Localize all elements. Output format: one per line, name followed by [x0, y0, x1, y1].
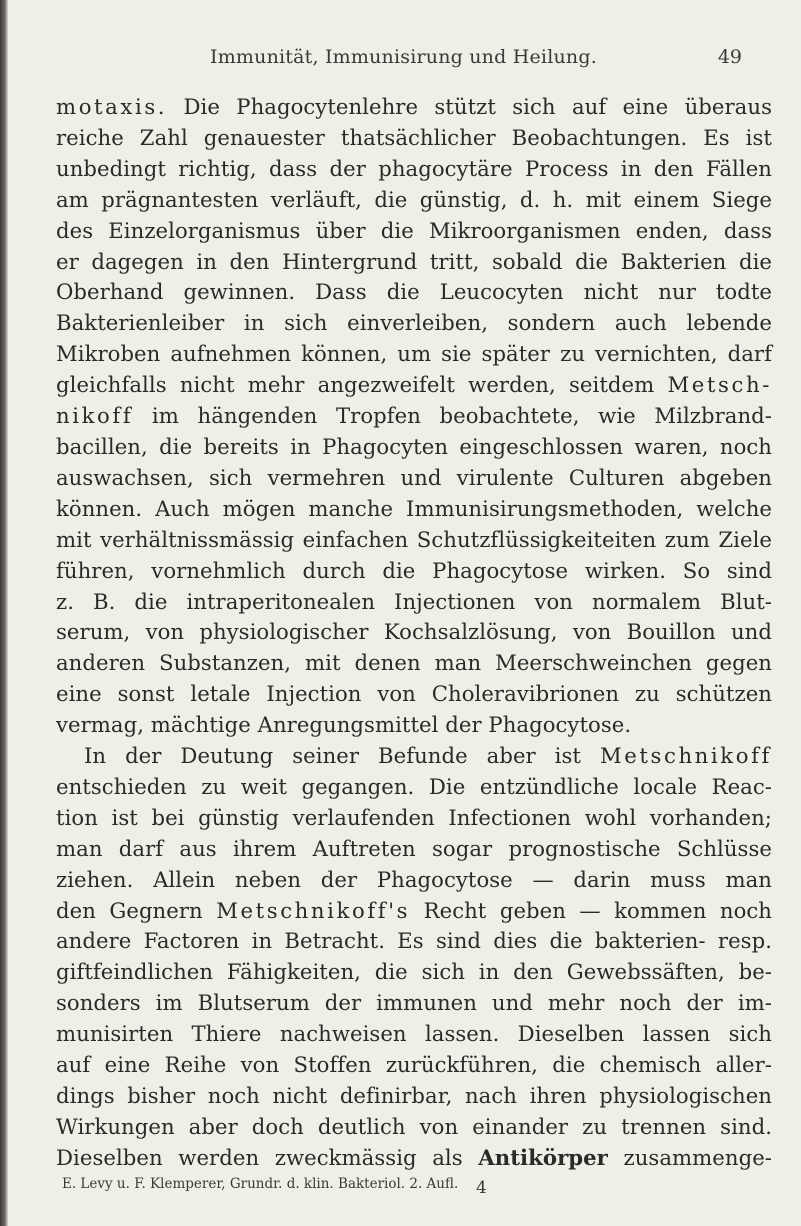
text-line [56, 834, 772, 865]
page-number: 49 [717, 46, 742, 68]
body-text [56, 92, 772, 1174]
text-line [56, 339, 772, 370]
text-segment: man darf aus ihrem Auftreten sogar prognostische Schlüsse [56, 835, 772, 861]
text-line [56, 926, 772, 957]
text-line [56, 988, 772, 1019]
text-line [56, 525, 772, 556]
text-segment: auf eine Reihe von Stoffen zurückführen, die chemisch aller- [56, 1052, 772, 1078]
spaced-name: nikoff [56, 403, 134, 429]
text-segment: z. B. die intraperitonealen Injectionen von normalem Blut- [56, 588, 772, 614]
text-line [56, 556, 772, 587]
text-segment: munisirten Thiere nachweisen lassen. Dieselben lassen sich [56, 1021, 772, 1047]
text-line [56, 710, 772, 741]
text-line [56, 772, 772, 803]
running-head [56, 46, 772, 72]
page-footer [56, 1176, 772, 1200]
book-page [56, 46, 772, 1200]
spaced-name: Metschnikoff's [216, 897, 411, 923]
text-segment: Oberhand gewinnen. Dass die Leucocyten nicht nur todte [56, 279, 772, 305]
text-segment: er dagegen in den Hintergrund tritt, sobald die Bakterien die [56, 248, 772, 274]
text-line [56, 1081, 772, 1112]
text-line [56, 494, 772, 525]
spaced-name: Metsch- [667, 372, 772, 398]
text-segment: den Gegnern [56, 897, 217, 923]
text-line [56, 370, 772, 401]
text-segment: am prägnantesten verläuft, die günstig, d. h. mit einem Siege [56, 186, 772, 212]
text-line [56, 277, 772, 308]
text-line [56, 154, 772, 185]
text-segment: führen, vornehmlich durch die Phagocytose wirken. So sind [56, 557, 772, 583]
text-line [56, 679, 772, 710]
text-segment: auswachsen, sich vermehren und virulente Culturen abgeben [56, 464, 772, 490]
text-segment: Mikroben aufnehmen können, um sie später zu vernichten, darf [56, 341, 772, 367]
text-segment: andere Factoren in Betracht. Es sind dies die bakterien- resp. [56, 928, 772, 954]
text-segment: Recht geben — kommen noch [410, 897, 772, 923]
text-segment: reiche Zahl genauester thatsächlicher Beobachtungen. Es ist [56, 124, 772, 150]
book-spine-edge [0, 0, 8, 1226]
text-segment: gleichfalls nicht mehr angezweifelt werden, seitdem [56, 372, 668, 398]
text-line [56, 865, 772, 896]
spaced-name: Metschnikoff [599, 743, 772, 769]
text-line [56, 308, 772, 339]
text-segment: serum, von physiologischer Kochsalzlösung, von Bouillon und [56, 619, 772, 645]
text-segment: eine sonst letale Injection von Choleravibrionen zu schützen [56, 681, 772, 707]
text-line [56, 957, 772, 988]
text-line [56, 1112, 772, 1143]
text-line [56, 92, 772, 123]
text-line [56, 247, 772, 278]
text-line [56, 896, 772, 927]
text-segment: tion ist bei günstig verlaufenden Infectionen wohl vorhanden; [56, 804, 772, 830]
text-segment: Bakterienleiber in sich einverleiben, sondern auch lebende [56, 310, 772, 336]
text-line [56, 401, 772, 432]
text-line [56, 741, 772, 772]
running-head-title: Immunität, Immunisirung und Heilung. [210, 46, 597, 68]
text-segment: bacillen, die bereits in Phagocyten eingeschlossen waren, noch [56, 433, 772, 459]
text-segment: unbedingt richtig, dass der phagocytäre Process in den Fällen [56, 155, 772, 181]
text-segment: Die Phagocytenlehre stützt sich auf eine überaus [167, 94, 772, 119]
text-segment: In der Deutung seiner Befunde aber ist [84, 743, 600, 769]
text-segment: ziehen. Allein neben der Phagocytose — darin muss man [56, 866, 772, 892]
text-line [56, 1050, 772, 1081]
text-segment: des Einzelorganismus über die Mikroorganismen enden, dass [56, 217, 772, 243]
text-segment: Wirkungen aber doch deutlich von einander zu trennen sind. [56, 1113, 772, 1139]
text-line [56, 648, 772, 679]
text-line [56, 1143, 772, 1174]
text-segment: im hängenden Tropfen beobachtete, wie Milzbrand- [133, 403, 772, 429]
signature-mark: 4 [476, 1177, 487, 1198]
bold-term: Antikörper [478, 1144, 608, 1170]
text-line [56, 617, 772, 648]
text-line [56, 587, 772, 618]
text-segment: sonders im Blutserum der immunen und mehr noch der im- [56, 990, 772, 1016]
text-segment: dings bisher noch nicht definirbar, nach ihren physiologischen [56, 1083, 772, 1108]
text-segment: zusammenge- [607, 1144, 772, 1170]
text-segment: vermag, mächtige Anregungsmittel der Phagocytose. [56, 712, 632, 738]
text-line [56, 1019, 772, 1050]
text-segment: können. Auch mögen manche Immunisirungsmethoden, welche [56, 495, 772, 521]
text-segment: mit verhältnissmässig einfachen Schutzflüssigkeiteiten zum Ziele [56, 526, 772, 552]
text-segment: anderen Substanzen, mit denen man Meerschweinchen gegen [56, 650, 772, 676]
text-line [56, 432, 772, 463]
spaced-name: motaxis. [56, 94, 168, 119]
text-segment: entschieden zu weit gegangen. Die entzündliche locale Reac- [56, 773, 772, 799]
text-line [56, 185, 772, 216]
text-line [56, 123, 772, 154]
text-line [56, 463, 772, 494]
footer-imprint: E. Levy u. F. Klemperer, Grundr. d. klin. Bakteriol. 2. Aufl. [62, 1175, 459, 1192]
text-line [56, 803, 772, 834]
text-line [56, 216, 772, 247]
text-segment: giftfeindlichen Fähigkeiten, die sich in den Gewebssäften, be- [56, 959, 772, 985]
text-segment: Dieselben werden zweckmässig als [56, 1144, 479, 1170]
